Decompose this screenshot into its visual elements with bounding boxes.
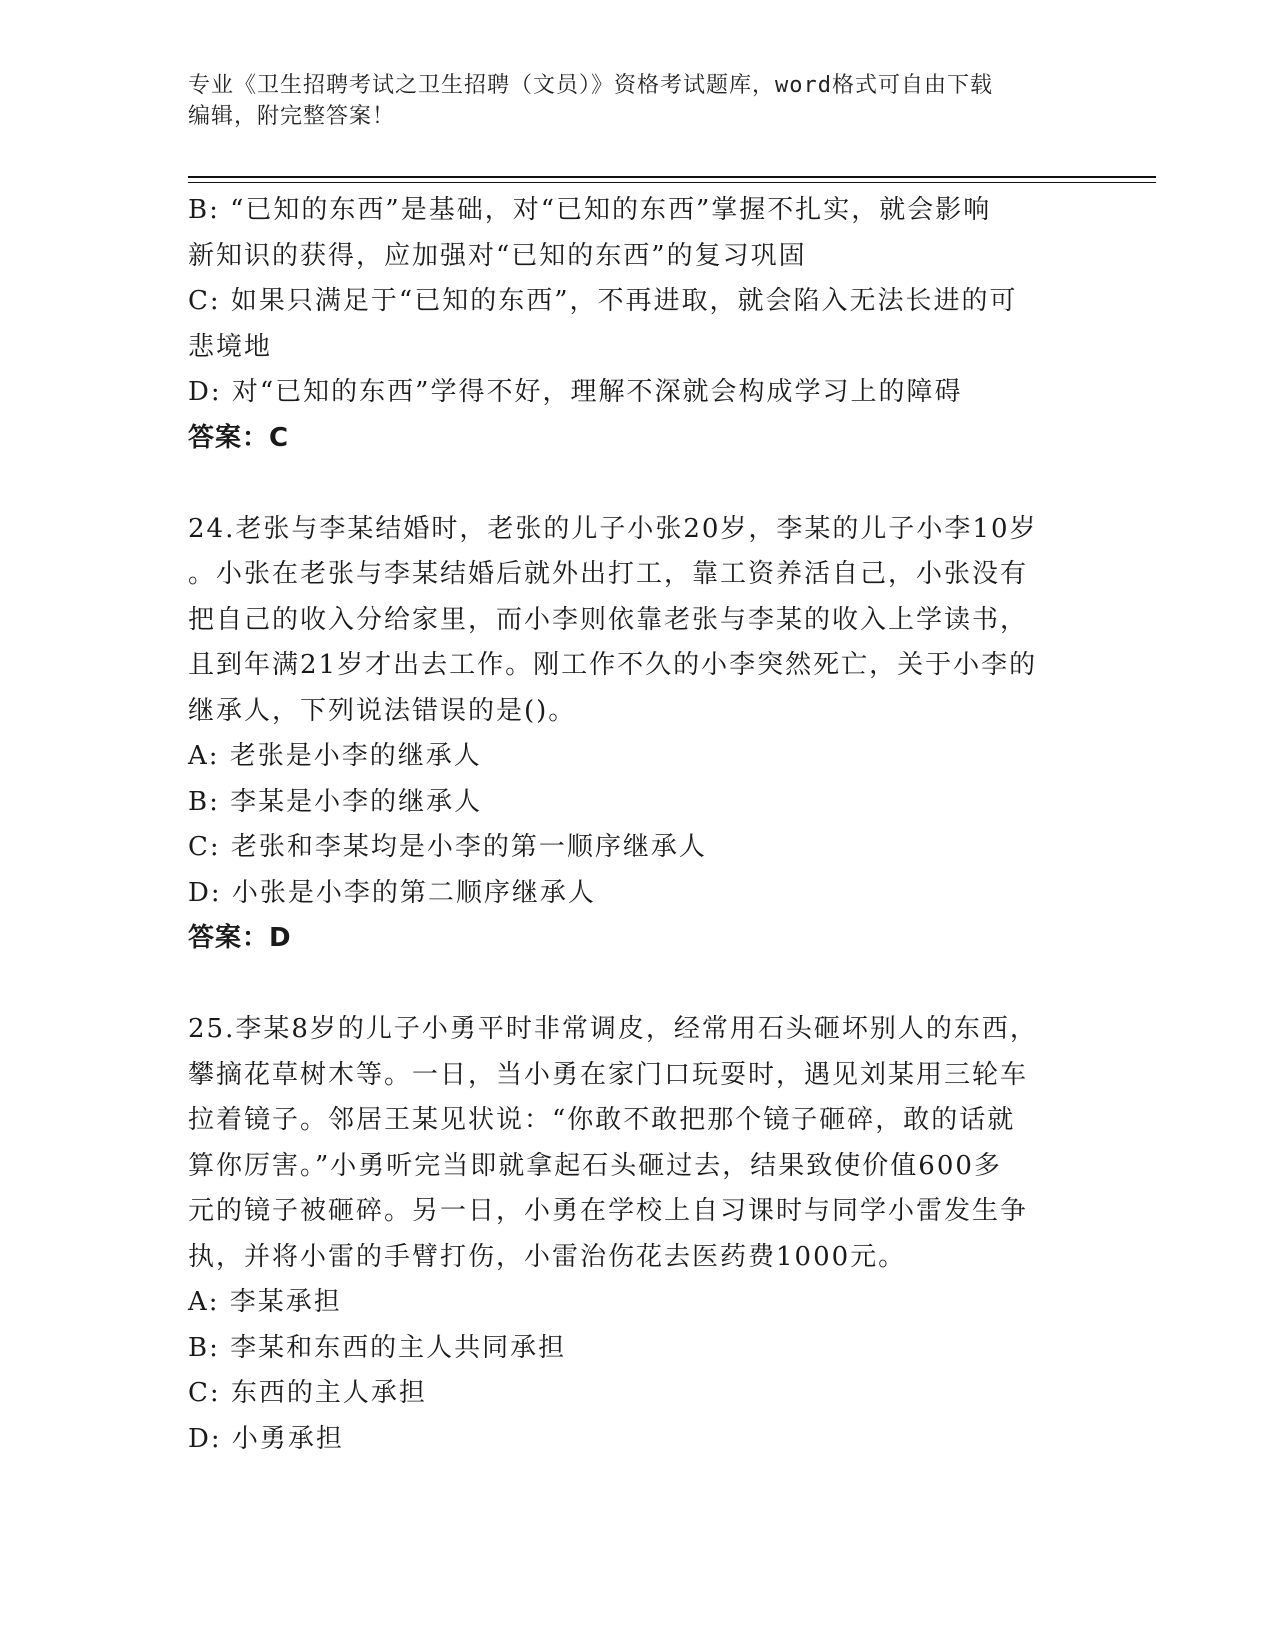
- option-d: D: 对“已知的东西”学得不好，理解不深就会构成学习上的障碍: [188, 377, 963, 407]
- answer-label: 答案：D: [188, 923, 292, 953]
- header-rule-thin: [188, 182, 1156, 183]
- option-a: A: 老张是小李的继承人: [188, 741, 482, 771]
- option-c-line-2: 悲境地: [188, 331, 273, 362]
- question-text-line: 把自己的收入分给家里，而小李则依靠老张与李某的收入上学读书，: [188, 604, 1029, 635]
- question-24: [188, 507, 1078, 962]
- question-text-line: 元的镜子被砸碎。另一日，小勇在学校上自习课时与同学小雷发生争: [188, 1196, 1029, 1226]
- option-b: B: 李某和东西的主人共同承担: [188, 1332, 567, 1363]
- question-text-line: 继承人，下列说法错误的是()。: [188, 695, 577, 726]
- question-text-line: 。小张在老张与李某结婚后就外出打工，靠工资养活自己，小张没有: [188, 559, 1029, 589]
- header-line-2: 编辑，附完整答案！: [188, 104, 396, 129]
- question-text-line: 算你厉害。”小勇听完当即就拿起石头砸过去，结果致使价值600多: [188, 1150, 1002, 1181]
- question-text-line: 攀摘花草树木等。一日，当小勇在家门口玩耍时，遇见刘某用三轮车: [188, 1059, 1029, 1090]
- spacer: [188, 461, 1078, 507]
- answer-label: 答案：C: [188, 422, 290, 453]
- option-c-line-1: C: 如果只满足于“已知的东西”，不再进取，就会陷入无法长进的可: [188, 286, 1018, 316]
- option-a: A: 李某承担: [188, 1287, 342, 1317]
- question-text-line: 执，并将小雷的手臂打伤，小雷治伤花去医药费1000元。: [188, 1241, 907, 1272]
- header-rule-thick: [188, 176, 1156, 178]
- option-c: C: 东西的主人承担: [188, 1378, 427, 1408]
- option-d: D: 小张是小李的第二顺序继承人: [188, 877, 596, 908]
- option-c: C: 老张和李某均是小李的第一顺序继承人: [188, 832, 707, 862]
- header-line-1: 专业《卫生招聘考试之卫生招聘（文员）》资格考试题库，word格式可自由下载: [188, 73, 993, 98]
- option-b: B: 李某是小李的继承人: [188, 786, 483, 817]
- document-header: [188, 70, 1068, 132]
- document-body: [188, 188, 1078, 1462]
- prev-question: [188, 188, 1078, 461]
- question-text-line: 且到年满21岁才出去工作。刚工作不久的小李突然死亡，关于小李的: [188, 650, 1038, 680]
- question-text-line: 24.老张与李某结婚时，老张的儿子小张20岁，李某的儿子小李10岁: [188, 513, 1038, 544]
- question-text-line: 25.李某8岁的儿子小勇平时非常调皮，经常用石头砸坏别人的东西，: [188, 1014, 1038, 1044]
- question-25: [188, 1007, 1078, 1462]
- option-d: D: 小勇承担: [188, 1423, 344, 1454]
- option-b-line-1: B: “已知的东西”是基础，对“已知的东西”掌握不扎实，就会影响: [188, 195, 992, 225]
- spacer: [188, 962, 1078, 1008]
- question-text-line: 拉着镜子。邻居王某见状说：“你敢不敢把那个镜子砸碎，敢的话就: [188, 1105, 1016, 1135]
- option-b-line-2: 新知识的获得，应加强对“已知的东西”的复习巩固: [188, 240, 807, 271]
